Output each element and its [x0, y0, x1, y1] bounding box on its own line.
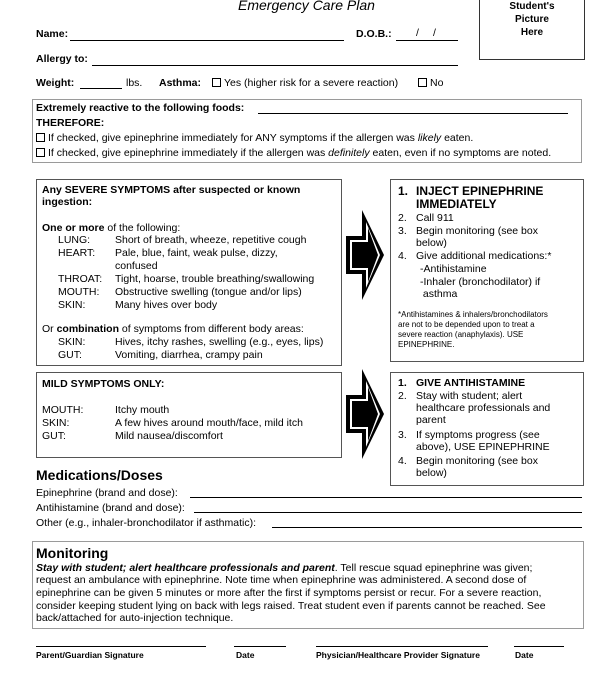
- epinephrine-field[interactable]: [190, 497, 582, 498]
- step-number: 2.: [398, 212, 407, 224]
- asthma-no-label: No: [430, 77, 444, 89]
- step-number: 1.: [398, 184, 409, 198]
- weight-field[interactable]: [80, 88, 122, 89]
- dob-separator: /: [416, 27, 419, 39]
- symptom-site: SKIN:: [58, 336, 86, 348]
- monitoring-lead: Stay with student; alert healthcare professionals and parent: [36, 562, 335, 574]
- epinephrine-label: Epinephrine (brand and dose):: [36, 487, 178, 499]
- note-line: EPINEPHRINE.: [398, 340, 455, 349]
- name-field[interactable]: [70, 40, 344, 41]
- name-label: Name:: [36, 28, 69, 40]
- antihistamine-label: Antihistamine (brand and dose):: [36, 502, 185, 514]
- symptom-site: GUT:: [42, 430, 66, 442]
- symptom-site: THROAT:: [58, 273, 103, 285]
- monitoring-heading: Monitoring: [36, 545, 109, 561]
- step-text: below): [416, 467, 447, 479]
- step-number: 4.: [398, 250, 407, 262]
- definitely-eaten-checkbox[interactable]: [36, 148, 45, 157]
- note-line: are not to be depended upon to treat a: [398, 320, 535, 329]
- arrow-right-icon: [344, 367, 386, 461]
- step-number: 3.: [398, 429, 407, 441]
- symptom-text: Many hives over body: [115, 299, 218, 311]
- symptom-site: LUNG:: [58, 234, 91, 246]
- step-text: healthcare professionals and: [416, 402, 551, 414]
- photo-label-line2: Picture: [515, 14, 549, 25]
- inject-epinephrine-line2: IMMEDIATELY: [416, 197, 497, 211]
- symptom-text: confused: [115, 260, 158, 272]
- inject-epinephrine-line1: INJECT EPINEPHRINE: [416, 184, 544, 198]
- physician-signature-field[interactable]: [316, 646, 488, 647]
- combination-rest: of symptoms from different body areas:: [119, 323, 304, 335]
- step-text: above), USE EPINEPHRINE: [416, 441, 550, 453]
- step-text: parent: [416, 414, 446, 426]
- symptom-site: MOUTH:: [42, 404, 84, 416]
- photo-label-line1: Student's: [509, 1, 555, 12]
- parent-signature-field[interactable]: [36, 646, 206, 647]
- page-title: Emergency Care Plan: [238, 0, 375, 13]
- physician-date-label: Date: [515, 650, 534, 660]
- symptom-site: MOUTH:: [58, 286, 100, 298]
- arrow-right-icon: [344, 208, 386, 302]
- symptom-site: SKIN:: [58, 299, 86, 311]
- weight-unit: lbs.: [126, 77, 143, 89]
- combination-pre: Or: [42, 323, 57, 335]
- other-medication-field[interactable]: [272, 527, 582, 528]
- step-number: 4.: [398, 455, 407, 467]
- dob-label: D.O.B.:: [356, 28, 392, 40]
- dob-separator: /: [433, 27, 436, 39]
- monitoring-text: . Tell rescue squad epinephrine was given;: [334, 562, 533, 574]
- note-line: severe reaction (anaphylaxis). USE: [398, 330, 524, 339]
- symptom-text: Obstructive swelling (tongue and/or lips): [115, 286, 302, 298]
- symptom-site: HEART:: [58, 247, 96, 259]
- asthma-no-checkbox[interactable]: [418, 78, 427, 87]
- severe-heading-line1: Any SEVERE SYMPTOMS after suspected or known: [42, 184, 301, 196]
- any-symptoms-emphasis: likely: [417, 132, 442, 144]
- physician-signature-label: Physician/Healthcare Provider Signature: [316, 650, 480, 660]
- reactive-foods-label: Extremely reactive to the following foods:: [36, 102, 245, 114]
- symptom-text: Tight, hoarse, trouble breathing/swallowing: [115, 273, 315, 285]
- step-text: Begin monitoring (see box: [416, 455, 538, 467]
- symptom-text: Itchy mouth: [115, 404, 170, 416]
- step-number: 1.: [398, 377, 407, 389]
- antihistamine-field[interactable]: [194, 512, 582, 513]
- asthma-label: Asthma:: [159, 77, 202, 89]
- parent-date-field[interactable]: [234, 646, 286, 647]
- definitely-eaten-emphasis: definitely: [328, 147, 370, 159]
- step-text: Stay with student; alert: [416, 390, 523, 402]
- weight-label: Weight:: [36, 77, 75, 89]
- step-text: If symptoms progress (see: [416, 429, 540, 441]
- definitely-eaten-text: If checked, give epinephrine immediately if the allergen was: [48, 147, 329, 159]
- symptom-text: Vomiting, diarrhea, crampy pain: [115, 349, 263, 361]
- step-number: 2.: [398, 390, 407, 402]
- monitoring-text: back/attached for auto-injection technique.: [36, 612, 234, 624]
- any-symptoms-text: If checked, give epinephrine immediately for ANY symptoms if the allergen was: [48, 132, 418, 144]
- definitely-eaten-tail: eaten, even if no symptoms are noted.: [369, 147, 552, 159]
- medications-heading: Medications/Doses: [36, 467, 163, 483]
- symptom-text: A few hives around mouth/face, mild itch: [115, 417, 303, 429]
- symptom-text: Hives, itchy rashes, swelling (e.g., eyes, lips): [115, 336, 324, 348]
- one-or-more-bold: One or more: [42, 222, 105, 234]
- step-text: Call 911: [416, 212, 454, 224]
- severe-heading-line2: ingestion:: [42, 196, 93, 208]
- step-text: Give additional medications:*: [416, 250, 552, 262]
- monitoring-text: consider keeping student lying on back with legs raised. Treat student even if parents cannot be reached. See: [36, 600, 546, 612]
- step-number: 3.: [398, 225, 407, 237]
- monitoring-text: epinephrine can be given 5 minutes or more after the first if symptoms persist or recur. For a severe reaction,: [36, 587, 542, 599]
- mild-heading: MILD SYMPTOMS ONLY:: [42, 378, 165, 390]
- give-antihistamine: GIVE ANTIHISTAMINE: [416, 377, 526, 389]
- any-symptoms-tail: eaten.: [441, 132, 474, 144]
- student-photo-placeholder[interactable]: [479, 0, 585, 60]
- asthma-yes-label: Yes (higher risk for a severe reaction): [224, 77, 399, 89]
- note-line: *Antihistamines & inhalers/bronchodilators: [398, 310, 548, 319]
- allergy-field[interactable]: [92, 65, 458, 66]
- step-text: -Inhaler (bronchodilator) if: [420, 276, 541, 288]
- symptom-text: Pale, blue, faint, weak pulse, dizzy,: [115, 247, 278, 259]
- therefore-label: THEREFORE:: [36, 117, 105, 129]
- step-text: -Antihistamine: [420, 263, 487, 275]
- asthma-yes-checkbox[interactable]: [212, 78, 221, 87]
- symptom-text: Mild nausea/discomfort: [115, 430, 223, 442]
- photo-label-line3: Here: [520, 27, 544, 38]
- reactive-foods-field[interactable]: [258, 113, 568, 114]
- physician-date-field[interactable]: [514, 646, 564, 647]
- allergy-label: Allergy to:: [36, 53, 88, 65]
- combination-bold: combination: [56, 323, 120, 335]
- step-text: Begin monitoring (see box: [416, 225, 538, 237]
- symptom-site: SKIN:: [42, 417, 70, 429]
- monitoring-text: request an ambulance with epinephrine. Note time when epinephrine was administered. A second dose of: [36, 574, 527, 586]
- symptom-site: GUT:: [58, 349, 82, 361]
- step-text: below): [416, 237, 447, 249]
- symptom-text: Short of breath, wheeze, repetitive cough: [115, 234, 307, 246]
- other-medication-label: Other (e.g., inhaler-bronchodilator if asthmatic):: [36, 517, 257, 529]
- any-symptoms-checkbox[interactable]: [36, 133, 45, 142]
- parent-date-label: Date: [236, 650, 255, 660]
- parent-signature-label: Parent/Guardian Signature: [36, 650, 144, 660]
- step-text: asthma: [420, 288, 458, 300]
- dob-field[interactable]: [396, 40, 458, 41]
- one-or-more-rest: of the following:: [104, 222, 181, 234]
